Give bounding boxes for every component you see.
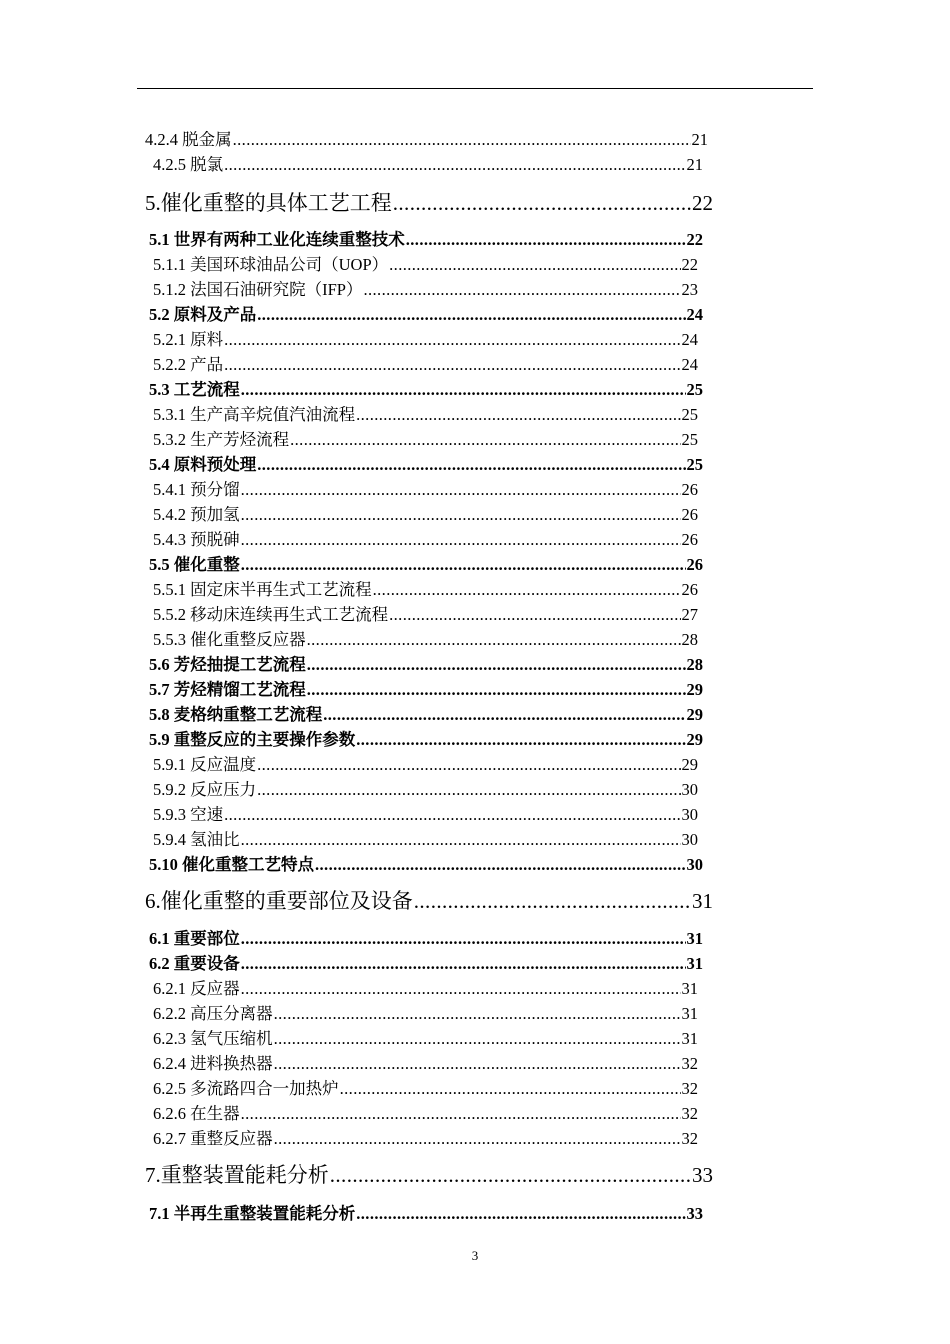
- toc-entry-page: 22: [686, 230, 703, 249]
- toc-entry-page: 29: [686, 730, 703, 749]
- dot-leader: [274, 1054, 681, 1074]
- dot-leader: [241, 505, 681, 525]
- toc-entry[interactable]: [149, 726, 703, 748]
- dot-leader: [224, 805, 680, 825]
- dot-leader: [363, 280, 680, 300]
- toc-entry-page: 32: [681, 1079, 698, 1098]
- toc-entry[interactable]: [153, 576, 698, 598]
- toc-entry-label: 5.1 世界有两种工业化连续重整技术: [149, 230, 405, 249]
- toc-entry[interactable]: [145, 885, 713, 911]
- toc-entry-label: 5.4.3 预脱砷: [153, 530, 240, 549]
- dot-leader: [307, 680, 686, 700]
- toc-entry-page: 25: [681, 405, 698, 424]
- toc-entry-label: 5.5 催化重整: [149, 555, 240, 574]
- toc-entry-label: 6.催化重整的重要部位及设备: [145, 889, 413, 913]
- toc-entry-label: 5.2.2 产品: [153, 355, 224, 374]
- toc-entry[interactable]: [153, 1025, 698, 1047]
- toc-entry[interactable]: [153, 826, 698, 848]
- toc-entry[interactable]: [153, 326, 698, 348]
- dot-leader: [389, 255, 680, 275]
- dot-leader: [274, 1129, 681, 1149]
- toc-entry-label: 5.3 工艺流程: [149, 380, 240, 399]
- toc-entry-page: 21: [691, 130, 708, 149]
- dot-leader: [274, 1004, 681, 1024]
- toc-entry-label: 6.2 重要设备: [149, 954, 240, 973]
- toc-entry-label: 6.2.4 进料换热器: [153, 1054, 273, 1073]
- toc-entry[interactable]: [149, 651, 703, 673]
- dot-leader: [224, 355, 680, 375]
- toc-entry[interactable]: [153, 751, 698, 773]
- toc-entry-page: 25: [686, 380, 703, 399]
- toc-entry-page: 31: [681, 1029, 698, 1048]
- toc-entry[interactable]: [149, 851, 703, 873]
- toc-entry-label: 6.2.1 反应器: [153, 979, 240, 998]
- toc-entry-label: 5.8 麦格纳重整工艺流程: [149, 705, 323, 724]
- toc-entry[interactable]: [149, 950, 703, 972]
- toc-entry[interactable]: [149, 301, 703, 323]
- toc-entry-page: 23: [681, 280, 698, 299]
- toc-entry-label: 5.4.2 预加氢: [153, 505, 240, 524]
- dot-leader: [414, 889, 691, 914]
- toc-entry[interactable]: [153, 1000, 698, 1022]
- toc-entry-page: 24: [686, 305, 703, 324]
- toc-entry-page: 29: [686, 680, 703, 699]
- toc-entry-page: 30: [681, 805, 698, 824]
- header-rule: [137, 88, 813, 89]
- dot-leader: [393, 191, 691, 216]
- dot-leader: [241, 954, 686, 974]
- toc-entry-page: 22: [692, 191, 713, 215]
- toc-entry[interactable]: [149, 551, 703, 573]
- toc-entry-label: 5.5.3 催化重整反应器: [153, 630, 306, 649]
- toc-entry-label: 5.5.2 移动床连续再生式工艺流程: [153, 605, 389, 624]
- dot-leader: [224, 330, 680, 350]
- toc-entry-label: 6.1 重要部位: [149, 929, 240, 948]
- toc-entry-page: 22: [681, 255, 698, 274]
- toc-entry-page: 26: [681, 505, 698, 524]
- toc-entry-label: 5.5.1 固定床半再生式工艺流程: [153, 580, 372, 599]
- toc-entry-label: 6.2.6 在生器: [153, 1104, 240, 1123]
- dot-leader: [241, 555, 686, 575]
- page-number: 3: [471, 1248, 479, 1263]
- toc-entry-label: 6.2.3 氢气压缩机: [153, 1029, 273, 1048]
- toc-entry-label: 5.1.1 美国环球油品公司（UOP）: [153, 255, 389, 274]
- toc-entry-label: 5.催化重整的具体工艺工程: [145, 191, 392, 215]
- toc-entry-label: 5.4 原料预处理: [149, 455, 257, 474]
- dot-leader: [307, 655, 686, 675]
- dot-leader: [356, 730, 685, 750]
- toc-entry[interactable]: [153, 1050, 698, 1072]
- toc-entry-page: 31: [686, 954, 703, 973]
- toc-entry[interactable]: [145, 1159, 713, 1185]
- toc-entry-label: 7.1 半再生重整装置能耗分析: [149, 1204, 356, 1223]
- toc-entry-page: 25: [686, 455, 703, 474]
- dot-leader: [340, 1079, 681, 1099]
- toc-entry-page: 33: [686, 1204, 703, 1223]
- toc-entry[interactable]: [149, 676, 703, 698]
- toc-entry-page: 30: [686, 855, 703, 874]
- toc-entry[interactable]: [149, 925, 703, 947]
- toc-entry[interactable]: [145, 187, 713, 213]
- toc-entry[interactable]: [149, 701, 703, 723]
- toc-entry-label: 7.重整装置能耗分析: [145, 1163, 329, 1187]
- toc-entry-label: 5.6 芳烃抽提工艺流程: [149, 655, 306, 674]
- dot-leader: [233, 130, 691, 150]
- toc-entry-label: 5.10 催化重整工艺特点: [149, 855, 314, 874]
- dot-leader: [224, 155, 685, 175]
- toc-entry-page: 31: [686, 929, 703, 948]
- dot-leader: [241, 480, 681, 500]
- toc-entry-page: 31: [681, 1004, 698, 1023]
- dot-leader: [257, 455, 685, 475]
- toc-entry-label: 6.2.7 重整反应器: [153, 1129, 273, 1148]
- toc-entry[interactable]: [153, 801, 698, 823]
- toc-entry-page: 32: [681, 1054, 698, 1073]
- dot-leader: [241, 530, 681, 550]
- dot-leader: [241, 1104, 681, 1124]
- toc-entry-label: 4.2.5 脱氯: [153, 155, 224, 174]
- toc-entry[interactable]: [153, 501, 698, 523]
- toc-entry-page: 24: [681, 355, 698, 374]
- toc-entry-page: 32: [681, 1104, 698, 1123]
- toc-entry-label: 5.7 芳烃精馏工艺流程: [149, 680, 306, 699]
- toc-entry-page: 30: [681, 780, 698, 799]
- toc-entry-label: 5.3.1 生产高辛烷值汽油流程: [153, 405, 356, 424]
- toc-entry-label: 5.9 重整反应的主要操作参数: [149, 730, 356, 749]
- toc-entry[interactable]: [149, 451, 703, 473]
- toc-entry-page: 27: [681, 605, 698, 624]
- toc-entry-page: 33: [692, 1163, 713, 1187]
- toc-entry-page: 24: [681, 330, 698, 349]
- dot-leader: [257, 780, 680, 800]
- toc-entry-label: 5.2.1 原料: [153, 330, 224, 349]
- dot-leader: [315, 855, 686, 875]
- toc-entry-page: 30: [681, 830, 698, 849]
- toc-entry-label: 5.4.1 预分馏: [153, 480, 240, 499]
- toc-entry[interactable]: [153, 276, 698, 298]
- dot-leader: [274, 1029, 681, 1049]
- toc-entry[interactable]: [149, 376, 703, 398]
- toc-entry[interactable]: [153, 426, 698, 448]
- toc-entry-label: 6.2.5 多流路四合一加热炉: [153, 1079, 339, 1098]
- dot-leader: [330, 1163, 691, 1188]
- toc-entry-page: 32: [681, 1129, 698, 1148]
- toc-entry[interactable]: [149, 1200, 703, 1222]
- dot-leader: [307, 630, 681, 650]
- toc-entry-page: 29: [681, 755, 698, 774]
- toc-entry-page: 26: [681, 480, 698, 499]
- toc-entry-label: 5.9.2 反应压力: [153, 780, 257, 799]
- dot-leader: [241, 929, 686, 949]
- toc-entry-label: 5.2 原料及产品: [149, 305, 257, 324]
- dot-leader: [241, 380, 686, 400]
- toc-entry[interactable]: [153, 1100, 698, 1122]
- toc-entry[interactable]: [153, 401, 698, 423]
- dot-leader: [257, 755, 680, 775]
- toc-entry-page: 28: [686, 655, 703, 674]
- toc-entry-page: 26: [681, 580, 698, 599]
- toc-entry[interactable]: [153, 626, 698, 648]
- toc-entry[interactable]: [153, 1125, 698, 1147]
- dot-leader: [323, 705, 685, 725]
- dot-leader: [373, 580, 681, 600]
- toc-entry[interactable]: [153, 351, 698, 373]
- toc-entry-label: 5.9.4 氢油比: [153, 830, 240, 849]
- toc-entry[interactable]: [153, 975, 698, 997]
- toc-entry[interactable]: [145, 126, 708, 148]
- toc-entry[interactable]: [153, 151, 703, 173]
- dot-leader: [241, 979, 681, 999]
- toc-entry-page: 28: [681, 630, 698, 649]
- dot-leader: [290, 430, 680, 450]
- toc-entry[interactable]: [153, 601, 698, 623]
- toc-entry[interactable]: [153, 1075, 698, 1097]
- toc-entry-label: 5.9.1 反应温度: [153, 755, 257, 774]
- toc-entry-page: 29: [686, 705, 703, 724]
- toc-entry-page: 31: [692, 889, 713, 913]
- dot-leader: [406, 230, 686, 250]
- toc-entry[interactable]: [153, 251, 698, 273]
- toc-entry-page: 31: [681, 979, 698, 998]
- dot-leader: [257, 305, 685, 325]
- toc-entry[interactable]: [153, 476, 698, 498]
- toc-entry-page: 21: [686, 155, 703, 174]
- toc-entry-label: 5.9.3 空速: [153, 805, 224, 824]
- toc-entry-label: 5.3.2 生产芳烃流程: [153, 430, 290, 449]
- toc-entry[interactable]: [153, 776, 698, 798]
- dot-leader: [241, 830, 681, 850]
- toc-entry-label: 5.1.2 法国石油研究院（IFP）: [153, 280, 363, 299]
- toc-entry-label: 4.2.4 脱金属: [145, 130, 232, 149]
- dot-leader: [389, 605, 680, 625]
- toc-entry[interactable]: [153, 526, 698, 548]
- toc-entry-label: 6.2.2 高压分离器: [153, 1004, 273, 1023]
- toc-entry[interactable]: [149, 226, 703, 248]
- toc-entry-page: 26: [681, 530, 698, 549]
- dot-leader: [356, 405, 680, 425]
- dot-leader: [356, 1204, 685, 1224]
- toc-entry-page: 25: [681, 430, 698, 449]
- toc-entry-page: 26: [686, 555, 703, 574]
